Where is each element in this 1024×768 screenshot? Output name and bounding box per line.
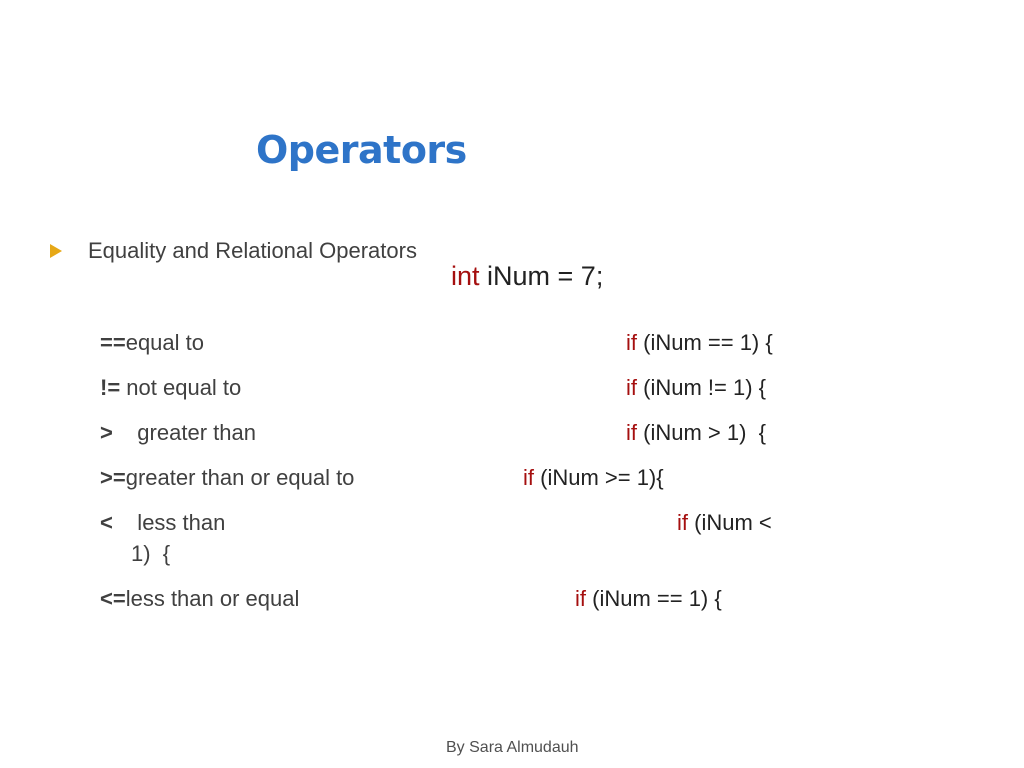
operator-row-less-wrap: 1) {: [131, 541, 171, 566]
code-line: [626, 330, 773, 356]
code-keyword: if: [523, 465, 534, 490]
operator-symbol: <=: [100, 586, 126, 611]
code-rest: (iNum > 1) {: [637, 420, 766, 445]
operator-symbol: >: [100, 420, 113, 445]
code-line: [575, 586, 722, 612]
declaration-rest: iNum = 7;: [479, 261, 604, 291]
operator-row-equal: [100, 330, 204, 356]
operator-symbol: <: [100, 510, 113, 535]
code-rest: (iNum >= 1){: [534, 465, 664, 490]
code-rest: (iNum <: [688, 510, 772, 535]
code-line: [626, 375, 766, 401]
code-keyword: if: [626, 375, 637, 400]
code-line: [523, 465, 664, 491]
operator-description: equal to: [125, 330, 204, 355]
code-line: [677, 510, 772, 536]
slide-footer: By Sara Almudauh: [446, 739, 579, 756]
declaration-keyword: int: [451, 261, 480, 291]
slide-title: Operators: [256, 128, 467, 172]
code-keyword: if: [626, 420, 637, 445]
operator-description: greater than or equal to: [125, 465, 355, 490]
bullet-arrow-icon: [50, 244, 62, 258]
operator-symbol: !=: [100, 375, 121, 400]
code-keyword: if: [626, 330, 637, 355]
operator-row-greater: [100, 420, 256, 446]
bullet-text: Equality and Relational Operators: [88, 238, 417, 263]
code-keyword: if: [575, 586, 586, 611]
code-line: [626, 420, 766, 446]
bullet-item: [50, 238, 417, 264]
operator-row-less-equal: [100, 586, 299, 612]
operator-row-less: [100, 510, 225, 536]
operator-symbol: ==: [100, 330, 126, 355]
operator-description: not equal to: [120, 375, 242, 400]
code-rest: (iNum == 1) {: [586, 586, 722, 611]
operator-description: less than: [112, 510, 226, 535]
operator-symbol: >=: [100, 465, 126, 490]
operator-row-not-equal: [100, 375, 241, 401]
code-rest: (iNum != 1) {: [637, 375, 766, 400]
operator-description: greater than: [112, 420, 256, 445]
variable-declaration: [451, 261, 603, 292]
operator-description: less than or equal: [125, 586, 300, 611]
code-keyword: if: [677, 510, 688, 535]
code-rest: (iNum == 1) {: [637, 330, 773, 355]
operator-row-greater-equal: [100, 465, 354, 491]
